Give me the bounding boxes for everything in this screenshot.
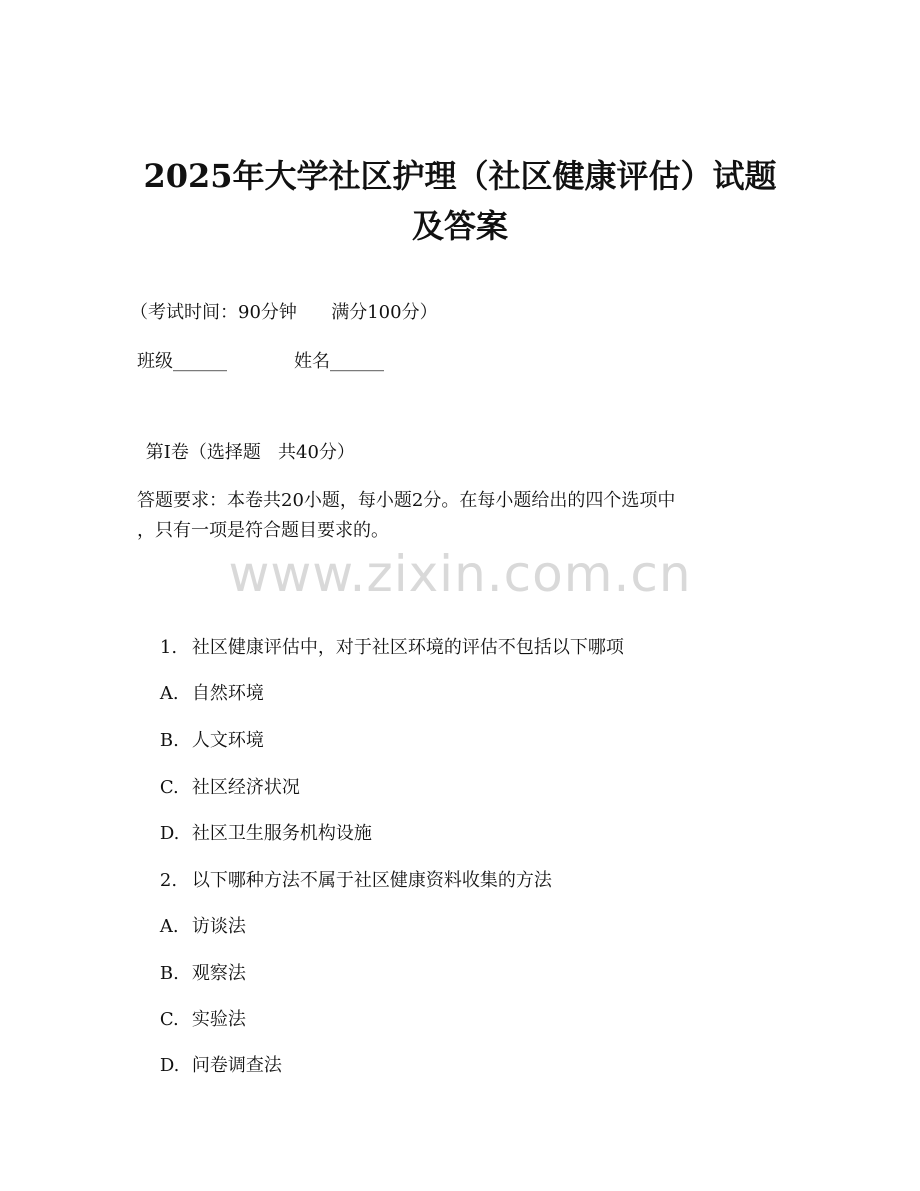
question-text: 社区健康评估中，对于社区环境的评估不包括以下哪项 — [191, 637, 624, 658]
option-label: D. — [159, 823, 180, 844]
question-text: 以下哪种方法不属于社区健康资料收集的方法 — [191, 870, 552, 891]
exam-info: （考试时间：90分钟 满分100分） — [130, 302, 438, 323]
option-text: 实验法 — [191, 1009, 246, 1030]
option-label: A. — [159, 916, 179, 937]
question-2-option-d — [137, 1030, 282, 1102]
option-label: C. — [159, 1009, 179, 1030]
document-title-line-1: 2025年大学社区护理（社区健康评估）试题 — [143, 157, 777, 195]
option-text: 自然环境 — [191, 683, 264, 704]
section-header: 第I卷（选择题 共40分） — [140, 442, 355, 463]
option-text: 访谈法 — [191, 916, 246, 937]
watermark: www.zixin.com.cn — [228, 545, 692, 603]
question-number: 1. — [159, 637, 178, 658]
option-label: B. — [159, 730, 179, 751]
name-field: 姓名______ — [294, 351, 384, 372]
option-label: C. — [159, 777, 179, 798]
option-text: 观察法 — [191, 963, 246, 984]
option-label: B. — [159, 963, 179, 984]
question-number: 2. — [159, 870, 178, 891]
option-text: 社区经济状况 — [191, 777, 300, 798]
option-text: 问卷调查法 — [191, 1055, 282, 1076]
class-field: 班级______ — [137, 351, 227, 372]
option-text: 社区卫生服务机构设施 — [191, 823, 372, 844]
instructions-line-2: ，只有一项是符合题目要求的。 — [137, 520, 389, 541]
option-text: 人文环境 — [191, 730, 264, 751]
option-label: D. — [159, 1055, 180, 1076]
instructions-line-1: 答题要求：本卷共20小题，每小题2分。在每小题给出的四个选项中 — [137, 490, 676, 511]
option-label: A. — [159, 683, 179, 704]
document-title-line-2: 及答案 — [411, 207, 508, 245]
